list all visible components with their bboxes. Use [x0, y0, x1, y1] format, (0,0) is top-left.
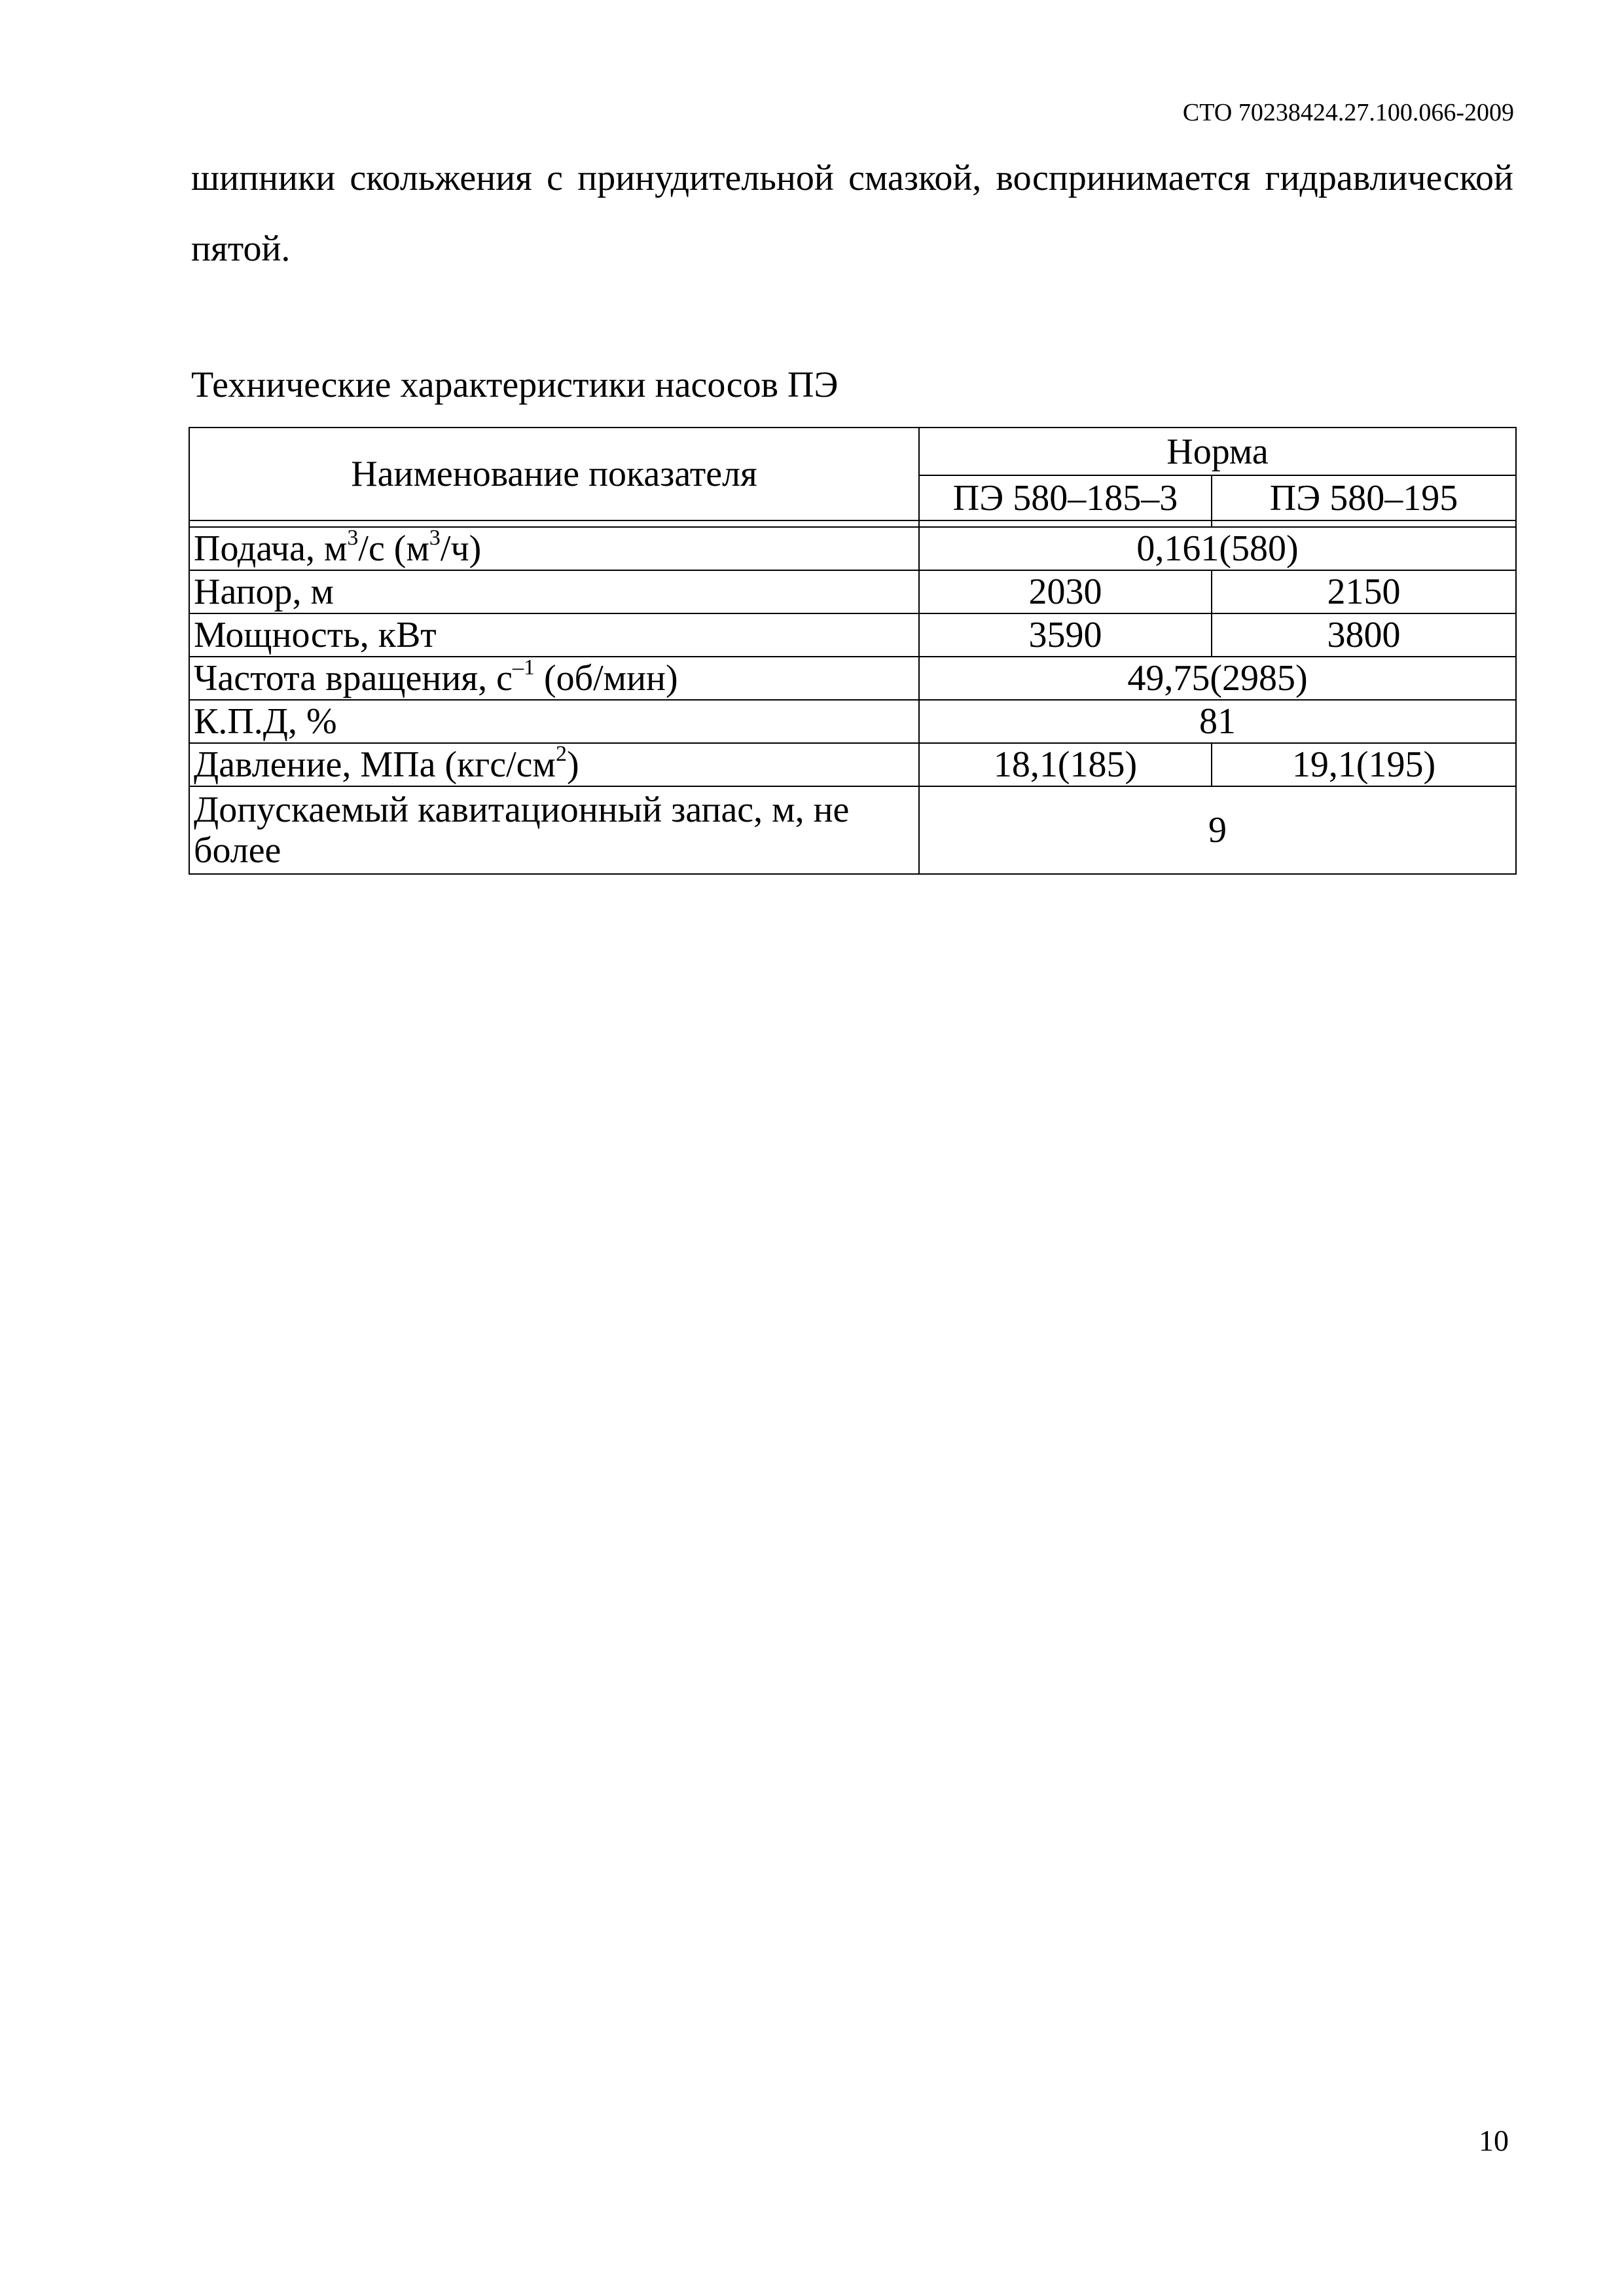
header-norm: Норма	[919, 428, 1516, 475]
row-name-npsh: Допускаемый кавитационный запас, м, не более	[189, 786, 919, 874]
row-value-speed: 49,75(2985)	[919, 657, 1516, 700]
header-indicator-name: Наименование показателя	[189, 428, 919, 520]
row-name-speed: Частота вращения, $с^{-1}$ (об/мин)	[189, 657, 919, 700]
row-value-pressure-a: 18,1(185)	[919, 743, 1212, 786]
table-row	[189, 527, 1516, 570]
row-name-power: Мощность, кВт	[189, 613, 919, 657]
row-value-power-b: 3800	[1212, 613, 1516, 657]
header-model-b: ПЭ 580–195	[1212, 475, 1516, 520]
row-name-efficiency: К.П.Д, %	[189, 700, 919, 743]
table-row	[189, 657, 1516, 700]
header-separator	[189, 520, 1516, 527]
table-row	[189, 570, 1516, 613]
row-value-power-a: 3590	[919, 613, 1212, 657]
row-name-pressure: Давление, МПа $(кгс/см^2)$	[189, 743, 919, 786]
row-value-flow: 0,161(580)	[919, 527, 1516, 570]
row-name-head: Напор, м	[189, 570, 919, 613]
row-value-npsh: 9	[919, 786, 1516, 874]
document-code: СТО 70238424.27.100.066-2009	[1182, 99, 1514, 126]
header-model-a: ПЭ 580–185–3	[919, 475, 1212, 520]
row-value-head-a: 2030	[919, 570, 1212, 613]
table-title: Технические характеристики насосов ПЭ	[191, 365, 839, 405]
pump-specs-table	[189, 427, 1517, 875]
row-value-head-b: 2150	[1212, 570, 1516, 613]
row-value-efficiency: 81	[919, 700, 1516, 743]
table-row	[189, 743, 1516, 786]
table-row	[189, 786, 1516, 874]
page-number: 10	[1479, 2124, 1509, 2157]
table-header-row	[189, 428, 1516, 475]
table-row	[189, 613, 1516, 657]
intro-paragraph: шипники скольжения с принудительной смазкой, воспринимается гидравлической пятой.	[191, 158, 1513, 269]
row-name-flow: Подача, $м^3/с$ $(м^3/ч)$	[189, 527, 919, 570]
table-row	[189, 700, 1516, 743]
row-value-pressure-b: 19,1(195)	[1212, 743, 1516, 786]
